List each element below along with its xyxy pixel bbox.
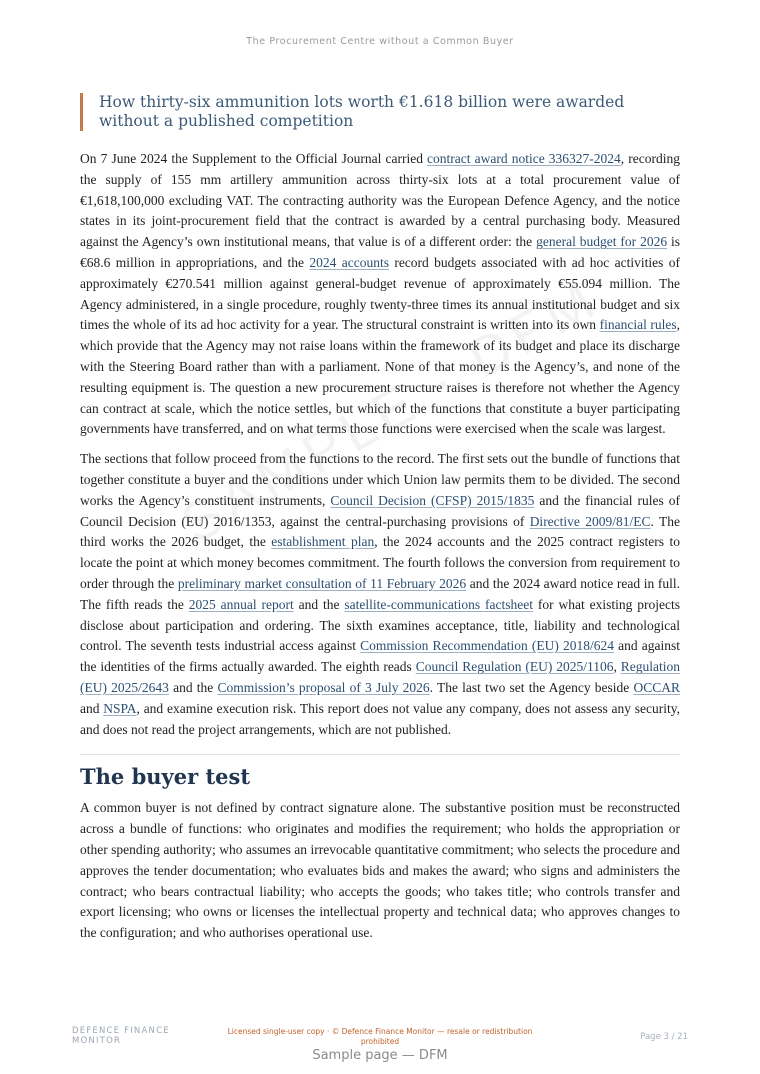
link-council-decision-2015-1835[interactable]: Council Decision (CFSP) 2015/1835 <box>330 492 535 508</box>
text-run: record budgets associated with ad hoc activities of approximately €270.541 million against general-budget revenue of approximately €55.094 million. The Agency administered, in a single procedure, roughly twenty-three times its annual institutional budget and six times the whole of its ad hoc activity for a year. The structural constraint is written into its own <box>80 254 680 333</box>
article-body <box>80 93 680 953</box>
link-financial-rules[interactable]: financial rules <box>599 317 677 333</box>
section-heading: The buyer test <box>80 764 251 790</box>
text-run: for what existing projects disclose about participation and ordering. The sixth examines acceptance, title, liability and technological control. The seventh tests industrial access against <box>80 596 681 654</box>
link-regulation-2025-2643[interactable]: Regulation (EU) 2025/2643 <box>80 659 681 695</box>
text-run: . The third works the 2026 budget, the <box>80 513 680 550</box>
text-run: The sections that follow proceed from the functions to the record. The first sets out the bundle of functions that together constitute a buyer and the conditions under which Union law permits them to be divided. The second works the Agency’s constituent instruments, <box>80 451 680 508</box>
link-satcom-factsheet[interactable]: satellite-communications factsheet <box>344 596 533 612</box>
paragraph-intro <box>80 149 680 440</box>
text-run: and <box>80 700 104 716</box>
link-commission-proposal[interactable]: Commission’s proposal of 3 July 2026 <box>217 679 430 695</box>
link-directive-2009-81[interactable]: Directive 2009/81/EC <box>529 513 651 529</box>
link-market-consultation[interactable]: preliminary market consultation of 11 February 2026 <box>177 575 467 591</box>
link-annual-report-2025[interactable]: 2025 annual report <box>188 596 294 612</box>
footer-brand-line: MONITOR <box>72 1036 122 1046</box>
license-notice: Licensed single-user copy · © Defence Finance Monitor — resale or redistribution prohibited <box>227 1027 533 1046</box>
link-contract-award-notice[interactable]: contract award notice 336327-2024 <box>427 151 621 166</box>
text-run: and the financial rules of Council Decision (EU) 2016/1353, against the central-purchasing provisions of <box>80 492 680 529</box>
paragraph-buyer-test: A common buyer is not defined by contract signature alone. The substantive position must be reconstructed across a bundle of functions: who originates and modifies the requirement; who holds the appropriation or other spending authority; who assumes an irrevocable quantitative commitment; who selects the procedure and approves the tender documentation; who evaluates bids and makes the award; who signs and administers the contract; who bears contractual liability; who accepts the goods; who takes title; who controls transfer and export licensing; who owns or licenses the intellectual property and technical data; who approves changes to the configuration; and who authorises operational use. <box>80 800 680 941</box>
text-run: , and examine execution risk. This report does not value any company, does not assess any security, and does not read the project arrangements, which are not published. <box>80 700 680 737</box>
text-run: and the <box>293 596 345 612</box>
link-2024-accounts[interactable]: 2024 accounts <box>309 254 389 270</box>
section-divider <box>80 754 680 755</box>
text-run: and against the identities of the firms actually awarded. The eighth reads <box>80 638 681 675</box>
footer-brand <box>72 1026 202 1046</box>
text-run: , which provide that the Agency may not raise loans within the framework of its budget and place its discharge with the Steering Board rather than with a parliament. None of that money is the Agency’s, and none of the resulting equipment is. The question a new procurement structure raises is therefore not whether the Agency can contract at scale, which the notice settles, but which of the functions that constitute a buyer participating governments have transferred, and on what terms those functions were exercised when the scale was largest. <box>80 317 680 437</box>
text-run: and the 2024 award notice read in full. The fifth reads the <box>80 575 680 612</box>
link-establishment-plan[interactable]: establishment plan <box>271 534 375 550</box>
pull-title: How thirty-six ammunition lots worth €1.618 billion were awarded without a published competition <box>80 93 680 131</box>
text-run: On 7 June 2024 the Supplement to the Official Journal carried <box>80 151 428 166</box>
paragraph-structure <box>80 449 680 740</box>
text-run: is €68.6 million in appropriations, and the <box>80 234 680 270</box>
text-run: and the <box>168 679 218 695</box>
page-number: Page 3 / 21 <box>640 1032 688 1042</box>
footer-brand-line: DEFENCE FINANCE <box>72 1026 170 1036</box>
sample-label: Sample page — DFM <box>312 1048 448 1063</box>
text-run: , the 2024 accounts and the 2025 contract registers to locate the point at which money becomes commitment. The fourth follows the conversion from requirement to order through the <box>80 534 680 591</box>
text-run: , recording the supply of 155 mm artillery ammunition across thirty-six lots at a total procurement value of €1,618,100,000 excluding VAT. The contracting authority was the European Defence Agency, and the notice states in its joint-procurement field that the contract is awarded by a central purchasing body. Measured against the Agency’s own institutional means, that value is of a different order: the <box>80 151 680 250</box>
link-council-regulation-2025-1106[interactable]: Council Regulation (EU) 2025/1106 <box>415 659 614 675</box>
link-occar[interactable]: OCCAR <box>633 679 680 695</box>
text-run: . The last two set the Agency beside <box>429 679 634 695</box>
running-header: The Procurement Centre without a Common Buyer <box>246 36 514 47</box>
link-commission-recommendation[interactable]: Commission Recommendation (EU) 2018/624 <box>360 638 615 654</box>
link-nspa[interactable]: NSPA <box>103 700 137 716</box>
link-general-budget-2026[interactable]: general budget for 2026 <box>536 234 668 250</box>
text-run: , <box>613 659 621 675</box>
